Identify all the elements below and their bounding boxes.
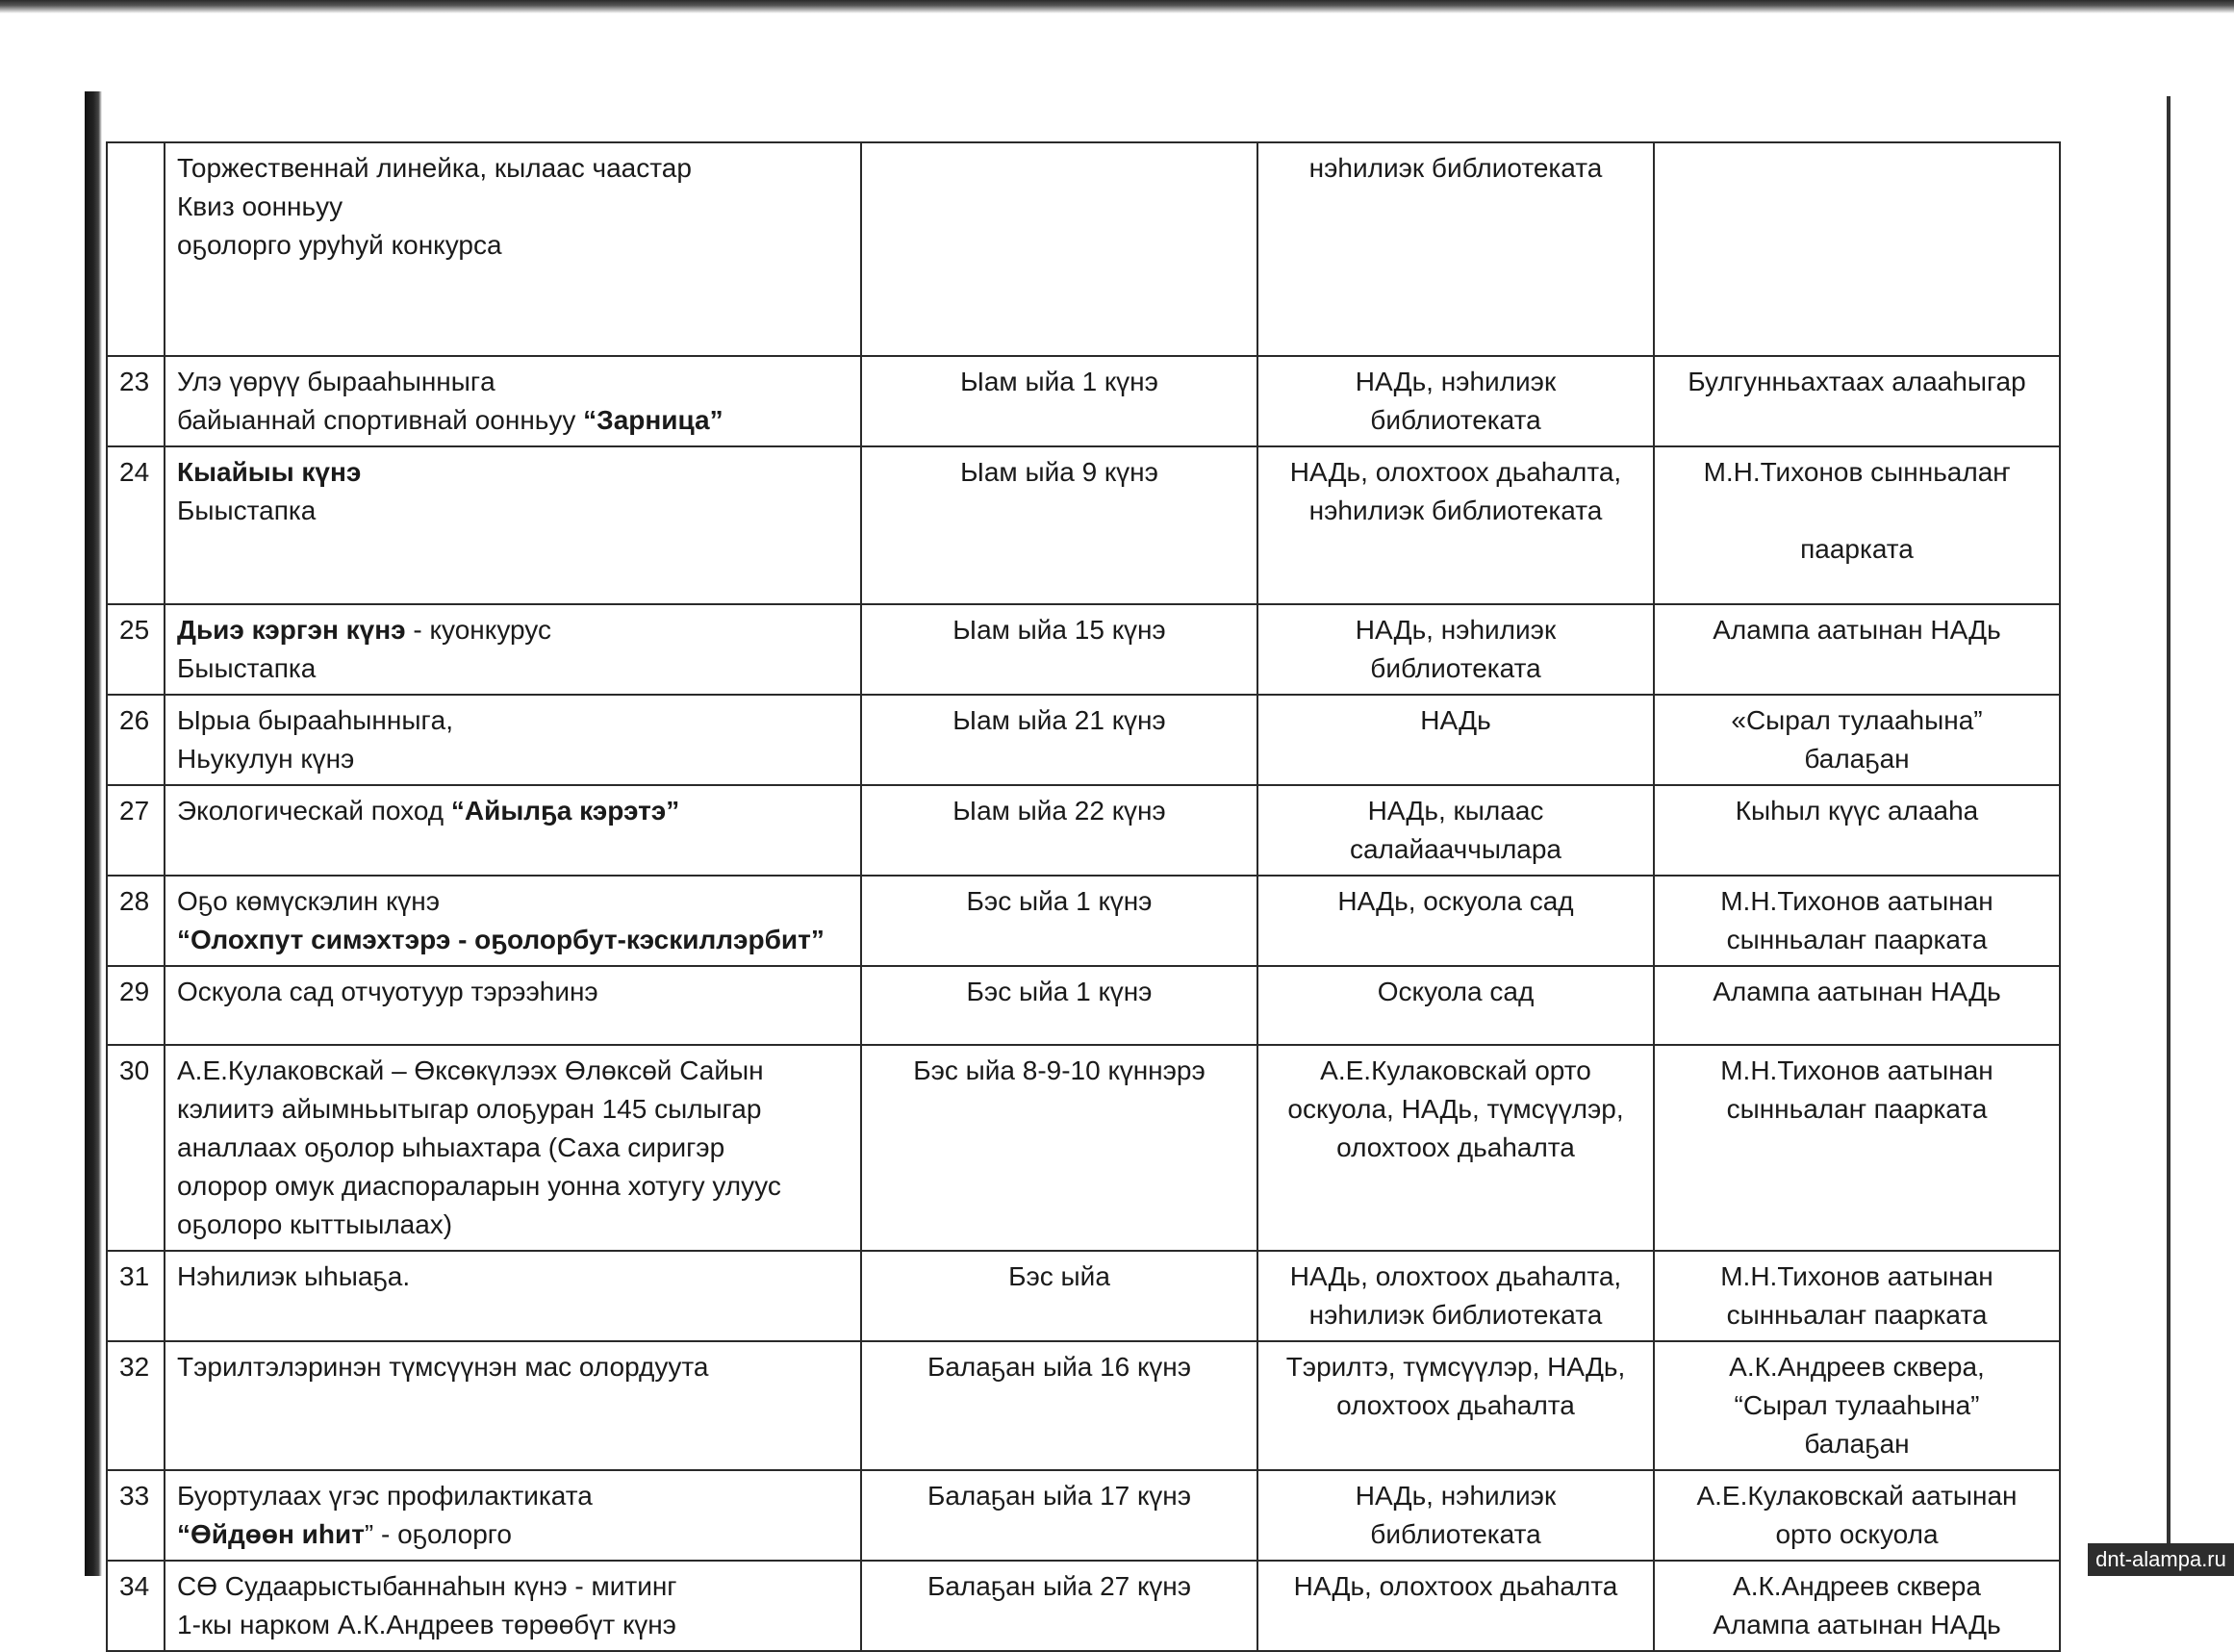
event-line: Торжественнай линейка, кылаас чаастар (177, 153, 692, 183)
table-row (107, 695, 2060, 785)
row-date: Ыам ыйа 15 күнэ (861, 604, 1257, 695)
row-date: Ыам ыйа 9 күнэ (861, 446, 1257, 604)
row-number: 24 (107, 446, 165, 604)
row-place: Алампа аатынан НАДь (1654, 604, 2060, 695)
row-event: А.Е.Кулаковскай – Өксөкүлээх Өлөксөй Сайын кэлиитэ айымньытыгар олоҕуран 145 сылыгар аналлаах оҕолор ыһыахтара (Саха сиригэр олорор омук диаспораларын уонна хотугу улуус оҕолоро кыттыылаах) (165, 1045, 861, 1251)
row-date: Бэс ыйа 1 күнэ (861, 966, 1257, 1045)
row-date: Балаҕан ыйа 17 күнэ (861, 1470, 1257, 1561)
table-row (107, 356, 2060, 446)
table-row (107, 1341, 2060, 1470)
row-event: Оскуола сад отчуотуур тэрээһинэ (165, 966, 861, 1045)
row-responsible: НАДь, олохтоох дьаһалта, нэһилиэк библиотеката (1257, 1251, 1654, 1341)
row-responsible: НАДь, оскуола сад (1257, 876, 1654, 966)
row-place: Алампа аатынан НАДь (1654, 966, 2060, 1045)
row-number: 30 (107, 1045, 165, 1251)
event-text: ” - оҕолорго (364, 1519, 512, 1549)
row-number: 28 (107, 876, 165, 966)
table-row (107, 966, 2060, 1045)
event-title-bold: Дьиэ кэргэн күнэ (177, 615, 406, 645)
event-title-bold: Кыайыы күнэ (177, 457, 362, 487)
row-number: 33 (107, 1470, 165, 1561)
row-event: Нэһилиэк ыһыаҕа. (165, 1251, 861, 1341)
event-text: Экологическай поход (177, 796, 451, 826)
row-responsible: НАДь, нэһилиэк библиотеката (1257, 604, 1654, 695)
row-event (165, 142, 861, 356)
scan-right-edge (2167, 96, 2171, 1576)
table-row (107, 604, 2060, 695)
row-place: Кыһыл күүс алааһа (1654, 785, 2060, 876)
row-place: М.Н.Тихонов аатынан сынньалаҥ паарката (1654, 1251, 2060, 1341)
event-text: байыаннай спортивнай оонньуу (177, 405, 584, 435)
row-place: А.К.Андреев сквера, “Сырал тулааһына” балаҕан (1654, 1341, 2060, 1470)
row-place: Булгунньахтаах алааһыгар (1654, 356, 2060, 446)
document-page (106, 141, 2059, 1652)
row-place (1654, 142, 2060, 356)
site-watermark: dnt-alampa.ru (2088, 1543, 2234, 1576)
scan-top-edge (0, 0, 2234, 13)
row-event (165, 785, 861, 876)
row-date: Ыам ыйа 21 күнэ (861, 695, 1257, 785)
event-line: Квиз оонньуу (177, 191, 343, 221)
event-line: Буортулаах үгэс профилактиката (177, 1481, 593, 1511)
row-number (107, 142, 165, 356)
row-number: 23 (107, 356, 165, 446)
row-date: Балаҕан ыйа 16 күнэ (861, 1341, 1257, 1470)
row-responsible: нэһилиэк библиотеката (1257, 142, 1654, 356)
row-place: «Сырал тулааһына” балаҕан (1654, 695, 2060, 785)
row-place: А.Е.Кулаковскай аатынан орто оскуола (1654, 1470, 2060, 1561)
row-event (165, 446, 861, 604)
row-responsible: Оскуола сад (1257, 966, 1654, 1045)
row-event (165, 604, 861, 695)
row-date: Ыам ыйа 22 күнэ (861, 785, 1257, 876)
row-date: Бэс ыйа 1 күнэ (861, 876, 1257, 966)
event-line: Улэ үөрүү бырааһынныгa (177, 367, 495, 396)
row-place: М.Н.Тихонов аатынан сынньалаҥ паарката (1654, 1045, 2060, 1251)
row-number: 29 (107, 966, 165, 1045)
event-line: оҕолорго уруһуй конкурса (177, 230, 502, 260)
table-row (107, 142, 2060, 356)
event-title-bold: “Айылҕа кэрэтэ” (450, 796, 680, 826)
row-responsible: Тэрилтэ, түмсүүлэр, НАДь, олохтоох дьаһалта (1257, 1341, 1654, 1470)
row-number: 27 (107, 785, 165, 876)
event-title-bold: “Олохпут симэхтэрэ - оҕолорбут-кэскиллэрбит” (177, 925, 825, 954)
row-responsible: НАДь, нэһилиэк библиотеката (1257, 356, 1654, 446)
table-row (107, 1251, 2060, 1341)
row-responsible: НАДь, нэһилиэк библиотеката (1257, 1470, 1654, 1561)
scan-left-binding-edge (85, 91, 102, 1576)
row-date: Балаҕан ыйа 27 күнэ (861, 1561, 1257, 1651)
table-row (107, 446, 2060, 604)
row-responsible: А.Е.Кулаковскай орто оскуола, НАДь, түмсүүлэр, олохтоох дьаһалта (1257, 1045, 1654, 1251)
event-text: - куонкурус (405, 615, 551, 645)
row-place: А.К.Андреев сквера Алампа аатынан НАДь (1654, 1561, 2060, 1651)
row-responsible: НАДь, кылаас салайааччылара (1257, 785, 1654, 876)
row-number: 32 (107, 1341, 165, 1470)
row-place: М.Н.Тихонов сынньалаҥ паарката (1654, 446, 2060, 604)
row-date: Бэс ыйа 8-9-10 күннэрэ (861, 1045, 1257, 1251)
event-line: Ырыа бырааһынныгa, (177, 705, 454, 735)
row-responsible: НАДь (1257, 695, 1654, 785)
row-number: 31 (107, 1251, 165, 1341)
row-date: Бэс ыйа (861, 1251, 1257, 1341)
row-event (165, 356, 861, 446)
row-number: 34 (107, 1561, 165, 1651)
row-responsible: НАДь, олохтоох дьаһалта, нэһилиэк библиотеката (1257, 446, 1654, 604)
event-line: Быыстапка (177, 653, 317, 683)
table-row (107, 785, 2060, 876)
row-event (165, 876, 861, 966)
row-number: 26 (107, 695, 165, 785)
table-row (107, 1470, 2060, 1561)
event-schedule-table (106, 141, 2061, 1652)
table-row (107, 1561, 2060, 1651)
row-responsible: НАДь, олохтоох дьаһалта (1257, 1561, 1654, 1651)
event-line: Оҕо көмүскэлин күнэ (177, 886, 441, 916)
row-event: Тэрилтэлэринэн түмсүүнэн мас олордуута (165, 1341, 861, 1470)
event-line: Ньукулун күнэ (177, 744, 355, 774)
row-event (165, 1470, 861, 1561)
row-date: Ыам ыйа 1 күнэ (861, 356, 1257, 446)
event-line: Быыстапка (177, 496, 317, 525)
row-place: М.Н.Тихонов аатынан сынньалаҥ паарката (1654, 876, 2060, 966)
row-event: СӨ Судаарыстыбаннаһын күнэ - митинг 1-кы нарком А.К.Андреев төрөөбүт күнэ (165, 1561, 861, 1651)
table-row (107, 876, 2060, 966)
row-number: 25 (107, 604, 165, 695)
event-title-bold: “Өйдөөн иһит (177, 1519, 365, 1549)
event-title-bold: “Зарница” (583, 405, 724, 435)
table-row (107, 1045, 2060, 1251)
row-event (165, 695, 861, 785)
row-date (861, 142, 1257, 356)
